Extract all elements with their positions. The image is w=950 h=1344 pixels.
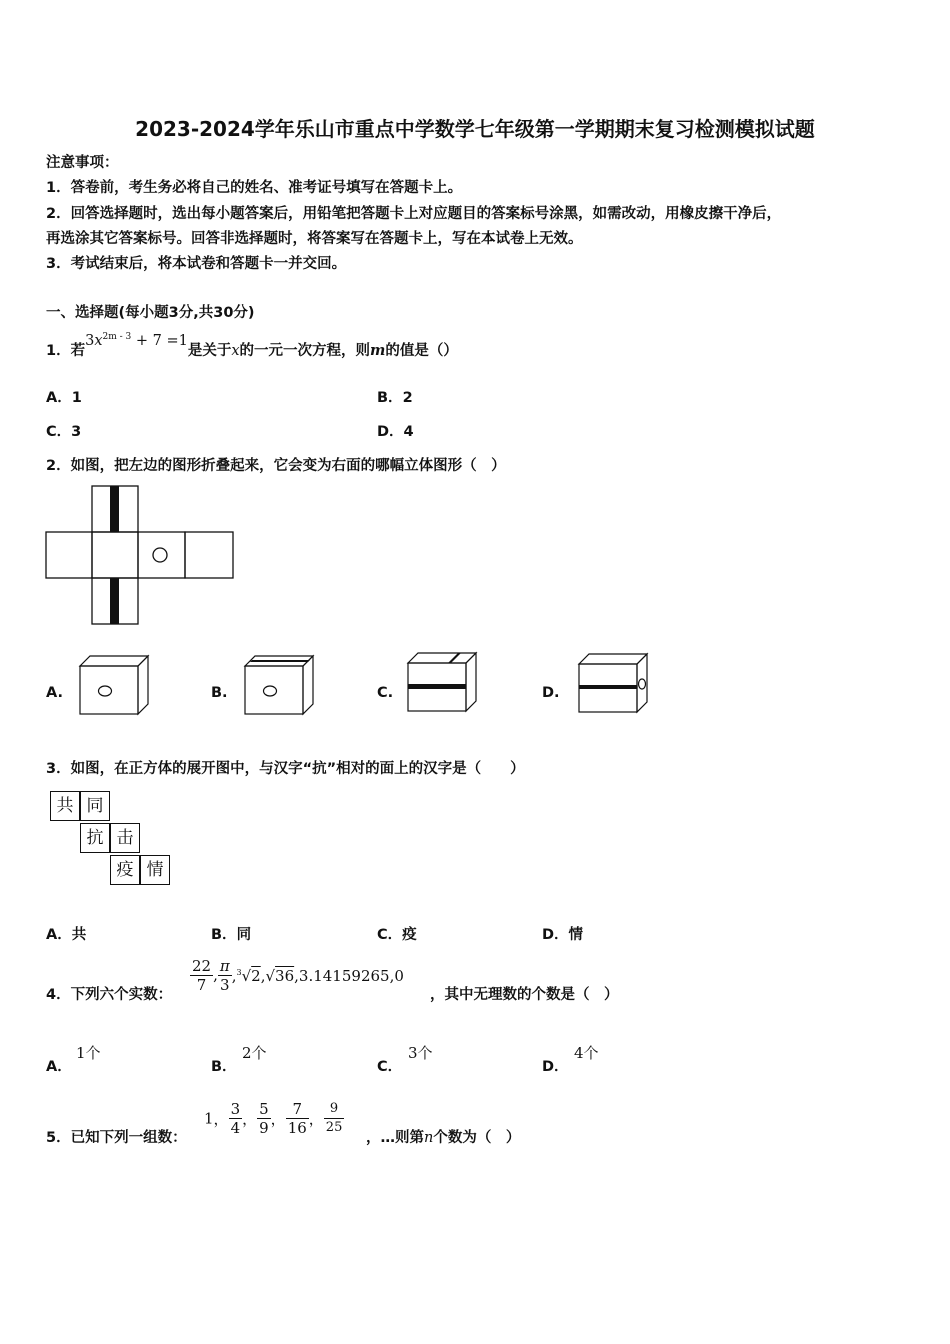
q1-prefix: 1．若 xyxy=(46,343,86,359)
q5-fraction-3 xyxy=(286,1100,309,1137)
q5-var: n xyxy=(424,1130,434,1146)
q5-f4-den: 25 xyxy=(325,1120,343,1135)
q5-f4-num: 9 xyxy=(324,1100,345,1119)
notice-item-1: 1．答卷前，考生务必将自己的姓名、准考证号填写在答题卡上。 xyxy=(46,180,463,196)
q1-option-b-label: B． xyxy=(377,390,403,406)
q5-f2-num: 5 xyxy=(259,1100,269,1118)
q5-sep-3: ， xyxy=(270,1110,286,1128)
q1-option-a-label: A． xyxy=(46,390,72,406)
q5-f3-num: 7 xyxy=(286,1100,309,1119)
q1-option-c-label: C． xyxy=(46,424,72,440)
net-cell-tong: 同 xyxy=(80,791,110,821)
q3-option-d xyxy=(542,923,583,944)
q1-exponent: 2m - 3 xyxy=(102,332,132,343)
q4-option-a-label: A． xyxy=(46,1059,72,1075)
section-heading: 一、选择题(每小题3分,共30分) xyxy=(46,305,255,321)
q1-var2: x xyxy=(231,343,240,359)
q4-fraction-pi-3 xyxy=(218,957,232,994)
q4-suffix: ，其中无理数的个数是（ ） xyxy=(430,987,619,1003)
q4-option-c-value: 3个 xyxy=(408,1044,433,1062)
q4-option-a-value: 1个 xyxy=(76,1044,101,1062)
net-cell-kang: 抗 xyxy=(80,823,110,853)
q4-root-index: 3 xyxy=(236,967,242,977)
q1-option-b-value: 2 xyxy=(402,390,413,406)
question-1 xyxy=(46,332,458,360)
notice-heading: 注意事项： xyxy=(46,155,119,171)
net-cell-qing: 情 xyxy=(140,855,170,885)
q5-suffix-1: ，…则第 xyxy=(366,1130,424,1146)
q1-option-c xyxy=(46,420,81,441)
q3-option-c xyxy=(377,923,417,944)
q3-option-b-value: 同 xyxy=(236,927,252,943)
q4-option-b-value: 2个 xyxy=(242,1044,267,1062)
q5-fraction-2 xyxy=(257,1100,271,1137)
q1-rest: + 7 =1 xyxy=(135,333,188,349)
q1-mid2: 的一元一次方程，则 xyxy=(239,343,371,359)
net-cell-yi: 疫 xyxy=(110,855,140,885)
q2-cube-net-figure xyxy=(45,485,235,627)
q1-suffix: 的值是（） xyxy=(385,343,458,359)
q1-mid: 是关于 xyxy=(187,343,232,359)
q5-sep-4: ， xyxy=(308,1110,324,1128)
q3-option-b xyxy=(211,923,251,944)
q3-option-c-label: C． xyxy=(377,927,403,943)
notice-item-2-line-2: 再选涂其它答案标号。回答非选择题时，将答案写在答题卡上，写在本试卷上无效。 xyxy=(46,231,583,247)
q1-option-a-value: 1 xyxy=(71,390,82,406)
q4-root1: 2 xyxy=(251,966,261,985)
q2-option-d-label: D. xyxy=(542,685,560,701)
q3-option-a-label: A． xyxy=(46,927,72,943)
q3-option-d-label: D． xyxy=(542,927,569,943)
q5-sep-2: ， xyxy=(242,1110,258,1128)
q4-tail: ,3.14159265,0 xyxy=(294,966,404,985)
q1-expression xyxy=(85,333,188,349)
q3-option-d-value: 情 xyxy=(568,927,584,943)
q5-f1-den: 4 xyxy=(230,1119,241,1137)
net-cell-gong: 共 xyxy=(50,791,80,821)
q4-option-d-value: 4个 xyxy=(574,1044,599,1062)
notice-item-3: 3．考试结束后，将本试卷和答题卡一并交回。 xyxy=(46,256,347,272)
q3-option-a xyxy=(46,923,86,944)
q5-first: 1 xyxy=(204,1109,214,1128)
q5-suffix xyxy=(366,1126,520,1147)
page-title: 2023-2024学年乐山市重点中学数学七年级第一学期期末复习检测模拟试题 xyxy=(135,117,815,141)
q1-option-d-value: 4 xyxy=(403,424,414,440)
q5-fraction-4 xyxy=(324,1100,345,1137)
q1-option-c-value: 3 xyxy=(71,424,82,440)
q3-option-a-value: 共 xyxy=(71,927,87,943)
q5-sep-1: ， xyxy=(213,1110,229,1128)
q2-option-c-cube xyxy=(406,651,478,713)
notice-item-2-line-1: 2．回答选择题时，选出每小题答案后，用铅笔把答题卡上对应题目的答案标号涂黑，如需改动，用橡皮擦干净后， xyxy=(46,206,782,222)
q2-option-a-label: A. xyxy=(46,685,63,701)
q4-f2-den: 3 xyxy=(220,976,230,994)
q3-option-b-label: B． xyxy=(211,927,237,943)
q2-option-b-cube xyxy=(243,654,315,716)
q1-var: x xyxy=(94,333,103,349)
q1-var3: m xyxy=(370,342,386,359)
q4-option-c-label: C． xyxy=(377,1059,403,1075)
q5-prefix: 5．已知下列一组数： xyxy=(46,1130,187,1146)
q5-f3-den: 16 xyxy=(287,1119,307,1137)
q1-option-d-label: D． xyxy=(377,424,404,440)
q2-option-b-label: B. xyxy=(211,685,228,701)
q5-sequence xyxy=(204,1100,344,1137)
q5-fraction-1 xyxy=(229,1100,243,1137)
q2-option-c-label: C. xyxy=(377,685,394,701)
q5-suffix-2: 个数为（ ） xyxy=(433,1130,521,1146)
q4-f2-num: π xyxy=(219,957,230,975)
q2-option-d-cube xyxy=(577,652,651,714)
q4-fraction-22-7 xyxy=(190,957,213,994)
q4-expression: $\frac{22}{7}$ , $\frac{\pi}{3}$ ,$^3$√2,√36,3.14159265,0 xyxy=(192,957,404,994)
q1-option-d xyxy=(377,420,414,441)
q5-f1-num: 3 xyxy=(230,1100,241,1118)
q1-coef: 3 xyxy=(85,333,95,349)
q4-f1-num: 22 xyxy=(192,957,212,975)
q1-option-a xyxy=(46,386,82,407)
question-3: 3．如图，在正方体的展开图中，与汉字“抗”相对的面上的汉字是（ ） xyxy=(46,761,525,777)
q4-option-b-label: B． xyxy=(211,1059,237,1075)
q4-root2: 36 xyxy=(275,966,295,985)
q4-option-d-label: D． xyxy=(542,1059,569,1075)
q2-option-a-cube xyxy=(78,654,150,716)
q5-f2-den: 9 xyxy=(259,1119,269,1137)
q4-f1-den: 7 xyxy=(196,976,207,994)
net-cell-ji: 击 xyxy=(110,823,140,853)
q4-prefix: 4．下列六个实数： xyxy=(46,987,173,1003)
question-2: 2．如图，把左边的图形折叠起来，它会变为右面的哪幅立体图形（ ） xyxy=(46,458,506,474)
q3-option-c-value: 疫 xyxy=(402,927,417,943)
q1-option-b xyxy=(377,386,413,407)
